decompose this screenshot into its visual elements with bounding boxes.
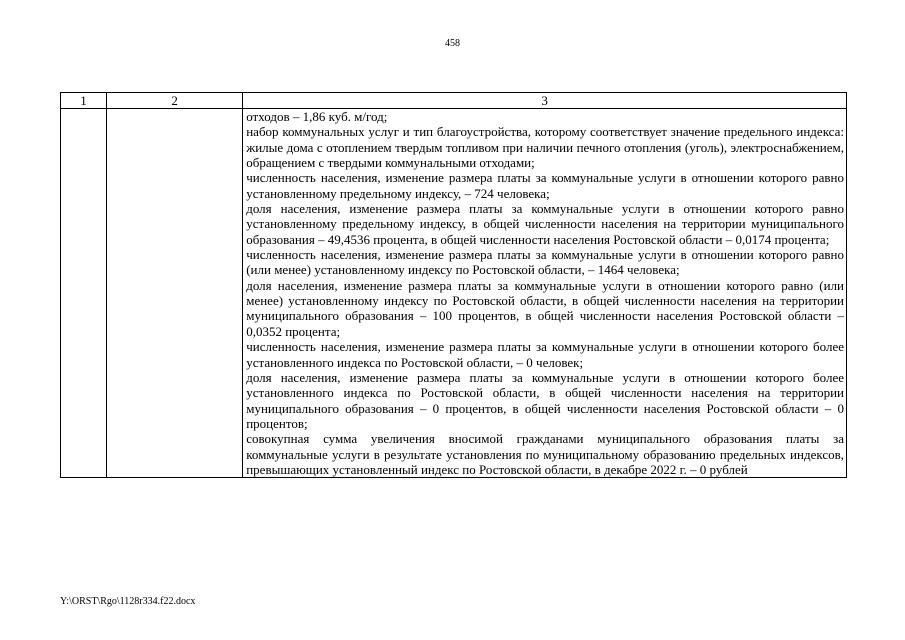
row-cell-2: [107, 109, 243, 478]
paragraph-service-set: набор коммунальных услуг и тип благоустройства, которому соответствует значение предельного индекса: жилые дома с отоплением твердым топливом при наличии печного отопления (уголь), электроснабжением, обращением с твердыми коммунальными отходами;: [246, 124, 844, 171]
header-cell-1: 1: [61, 93, 107, 109]
header-cell-3: 3: [243, 93, 847, 109]
paragraph-waste-volume: отходов – 1,86 куб. м/год;: [246, 109, 388, 124]
header-cell-2: 2: [107, 93, 243, 109]
paragraph-population-equal-limit: численность населения, изменение размера платы за коммунальные услуги в отношении которого равно установленному предельному индексу, – 724 человека;: [246, 170, 844, 201]
paragraph-total-increase: совокупная сумма увеличения вносимой гражданами муниципального образования платы за коммунальные услуги в результате установления по муниципальному образованию предельных индексов, превышающих установленный индекс по Ростовской области, в декабре 2022 г. – 0 рублей: [246, 431, 844, 477]
row-cell-3: [243, 109, 847, 478]
paragraph-population-above: численность населения, изменение размера платы за коммунальные услуги в отношении которого более установленного индекса по Ростовской области, – 0 человек;: [246, 339, 844, 370]
paragraph-share-equal-limit: доля населения, изменение размера платы за коммунальные услуги в отношении которого равно установленному предельному индексу, в общей численности населения на территории муниципального образования – 49,4536 процента, в общей численности населения Ростовской области – 0,0174 процента;: [246, 201, 844, 247]
paragraph-share-equal-or-less: доля населения, изменение размера платы за коммунальные услуги в отношении которого равно (или менее) установленному индексу по Ростовской области, в общей численности населения на территории муниципального образования – 100 процентов, в общей численности населения Ростовской области – 0,0352 процента;: [246, 277, 844, 339]
paragraph-share-above: доля населения, изменение размера платы за коммунальные услуги в отношении которого более установленного индекса по Ростовской области, в общей численности населения на территории муниципального образования – 0 процентов, в общей численности населения Ростовской области – 0 процентов;: [246, 369, 844, 431]
table-row: [61, 109, 847, 478]
document-table: [60, 92, 847, 478]
page-number: 458: [445, 38, 460, 49]
footer-file-path: Y:\ORST\Rgo\1128r334.f22.docx: [60, 596, 196, 607]
row-cell-1: [61, 109, 107, 478]
table-header-row: [61, 93, 847, 109]
paragraph-population-equal-or-less: численность населения, изменение размера платы за коммунальные услуги в отношении которого равно (или менее) установленному индексу по Ростовской области, – 1464 человека;: [246, 247, 844, 278]
